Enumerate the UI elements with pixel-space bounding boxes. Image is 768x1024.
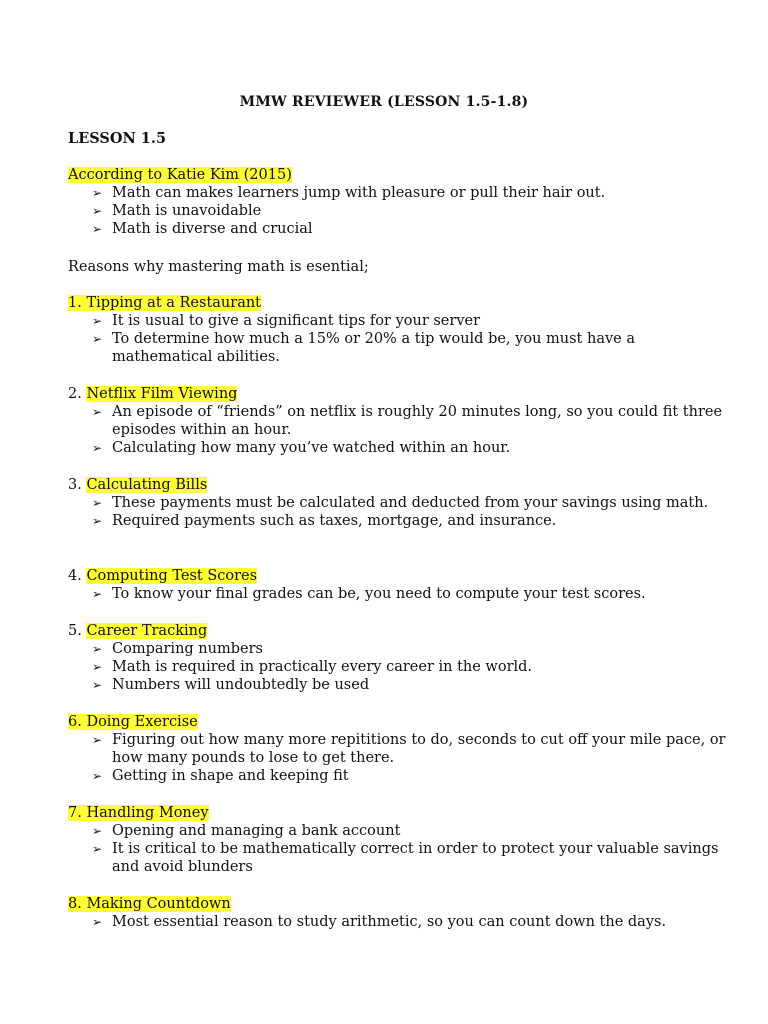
bullet-text: To determine how much a 15% or 20% a tip would be, you must have a mathematical abilities. <box>112 331 635 366</box>
list-item <box>92 220 728 238</box>
section-heading <box>68 713 728 731</box>
section-heading-text: 7. Handling Money <box>68 805 209 821</box>
arrow-bullet-icon: ➢ <box>92 769 103 784</box>
arrow-bullet-icon: ➢ <box>92 332 103 347</box>
bullet-list <box>68 585 728 603</box>
bullet-text: To know your final grades can be, you need to compute your test scores. <box>112 586 646 602</box>
arrow-bullet-icon: ➢ <box>92 660 103 675</box>
bullet-text: Math is unavoidable <box>112 203 262 220</box>
arrow-bullet-icon: ➢ <box>92 441 103 456</box>
intro-heading <box>68 166 728 184</box>
arrow-bullet-icon: ➢ <box>92 314 103 328</box>
list-item <box>92 202 728 220</box>
arrow-bullet-icon: ➢ <box>92 222 103 237</box>
bullet-text: An episode of “friends” on netflix is roughly 20 minutes long, so you could fit three episodes within an hour. <box>112 404 723 439</box>
list-item <box>92 512 728 530</box>
bullet-text: Numbers will undoubtedly be used <box>112 677 370 694</box>
list-item <box>92 330 728 366</box>
arrow-bullet-icon: ➢ <box>92 186 103 200</box>
section-career <box>68 622 728 695</box>
section-heading <box>68 567 728 585</box>
lesson-heading: LESSON 1.5 <box>68 130 167 147</box>
section-countdown <box>68 895 728 931</box>
list-item <box>92 822 728 840</box>
arrow-bullet-icon: ➢ <box>92 824 103 838</box>
list-item <box>92 731 728 767</box>
bullet-text: It is critical to be mathematically correct in order to protect your valuable savings and avoid blunders <box>112 841 719 876</box>
bullet-text: It is usual to give a significant tips for your server <box>112 313 481 329</box>
intro-bullet-list <box>68 184 728 239</box>
section-heading-text: Computing Test Scores <box>86 568 258 584</box>
section-heading <box>68 385 728 403</box>
bullet-text: Required payments such as taxes, mortgage, and insurance. <box>112 513 557 530</box>
arrow-bullet-icon: ➢ <box>92 204 103 219</box>
section-bills <box>68 476 728 530</box>
arrow-bullet-icon: ➢ <box>92 587 103 601</box>
arrow-bullet-icon: ➢ <box>92 842 103 857</box>
bullet-text: Comparing numbers <box>112 641 263 657</box>
section-heading <box>68 294 728 312</box>
list-item <box>92 640 728 658</box>
list-item <box>92 767 728 785</box>
bullet-list <box>68 731 728 786</box>
section-heading <box>68 622 728 640</box>
section-heading <box>68 895 728 913</box>
list-item <box>92 840 728 876</box>
arrow-bullet-icon: ➢ <box>92 678 103 693</box>
list-item <box>92 658 728 676</box>
bullet-list <box>68 822 728 877</box>
list-item <box>92 676 728 694</box>
section-exercise <box>68 713 728 786</box>
section-money <box>68 804 728 877</box>
arrow-bullet-icon: ➢ <box>92 733 103 747</box>
section-heading <box>68 804 728 822</box>
section-heading-text: 8. Making Countdown <box>68 896 231 912</box>
bullet-list <box>68 312 728 367</box>
list-item <box>92 494 728 512</box>
arrow-bullet-icon: ➢ <box>92 405 103 419</box>
bullet-text: Opening and managing a bank account <box>112 823 401 839</box>
arrow-bullet-icon: ➢ <box>92 496 103 510</box>
section-number: 3. <box>68 477 87 493</box>
section-heading-text: 6. Doing Exercise <box>68 714 198 730</box>
section-tipping <box>68 294 728 367</box>
bullet-text: Math can makes learners jump with pleasure or pull their hair out. <box>112 185 606 201</box>
list-item <box>92 585 728 603</box>
bullet-text: Most essential reason to study arithmetic, so you can count down the days. <box>112 914 667 930</box>
section-number: 4. <box>68 568 87 584</box>
arrow-bullet-icon: ➢ <box>92 915 103 929</box>
arrow-bullet-icon: ➢ <box>92 642 103 656</box>
reasons-text: Reasons why mastering math is esential; <box>68 259 369 275</box>
intro-heading-text: According to Katie Kim (2015) <box>68 167 292 183</box>
list-item <box>92 913 728 931</box>
section-heading-text: Calculating Bills <box>86 477 208 493</box>
section-heading-text: Career Tracking <box>86 623 208 639</box>
section-heading-text: 1. Tipping at a Restaurant <box>68 295 262 311</box>
intro-section <box>68 166 728 239</box>
section-test-scores <box>68 567 728 603</box>
list-item <box>92 312 728 330</box>
list-item <box>92 403 728 439</box>
bullet-text: Math is required in practically every career in the world. <box>112 659 533 676</box>
bullet-text: Calculating how many you’ve watched within an hour. <box>112 440 511 457</box>
bullet-list <box>68 494 728 530</box>
bullet-text: Math is diverse and crucial <box>112 221 313 238</box>
document-title: MMW REVIEWER (LESSON 1.5-1.8) <box>239 94 529 110</box>
bullet-text: These payments must be calculated and deducted from your savings using math. <box>112 495 709 511</box>
section-netflix <box>68 385 728 458</box>
section-number: 2. <box>68 386 87 402</box>
list-item <box>92 184 728 202</box>
section-heading <box>68 476 728 494</box>
section-heading-text: Netflix Film Viewing <box>86 386 238 402</box>
bullet-text: Getting in shape and keeping fit <box>112 768 349 785</box>
bullet-list <box>68 913 728 931</box>
bullet-text: Figuring out how many more repititions to do, seconds to cut off your mile pace, or how many pounds to lose to get there. <box>112 732 726 767</box>
arrow-bullet-icon: ➢ <box>92 514 103 529</box>
bullet-list <box>68 403 728 458</box>
bullet-list <box>68 640 728 695</box>
list-item <box>92 439 728 457</box>
section-number: 5. <box>68 623 87 639</box>
